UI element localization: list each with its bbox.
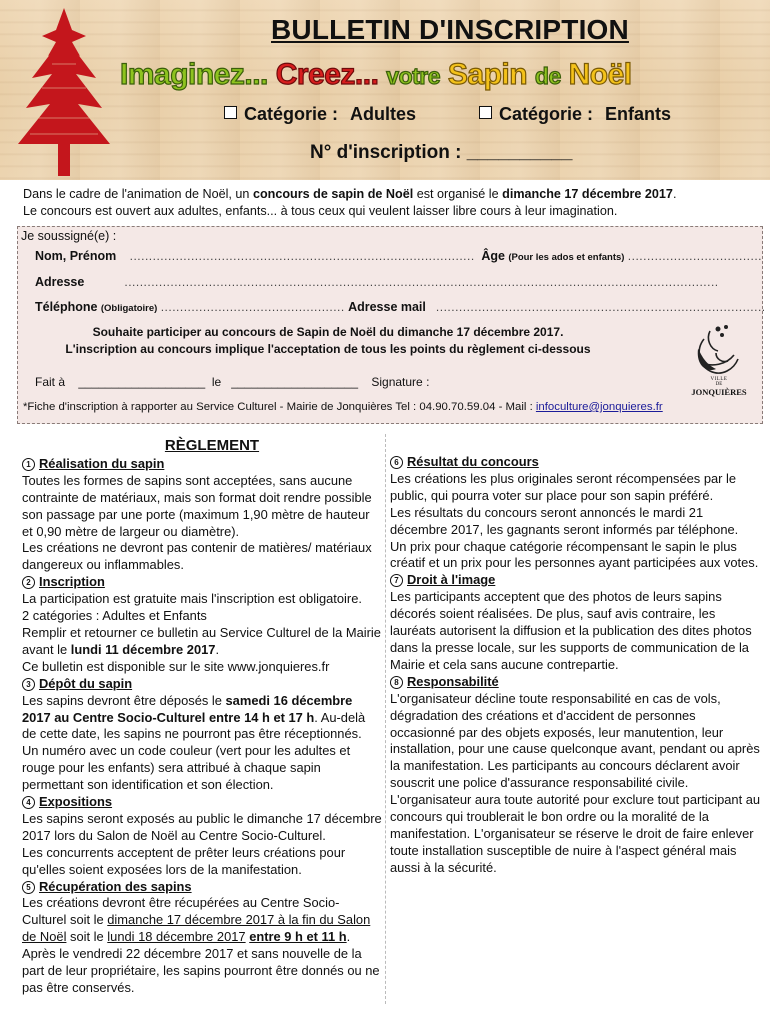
section-text: L'organisateur décline toute responsabilité en cas de vols, dégradation des créations et d'accident de personnes occasionné par des objets exposés, leur manutention, leur installation, pour une cause quelconque avant, pendant ou après la manifestation. Les participants au concours déclarent avoir souscrit une police d'assurance responsabilité civile. bbox=[390, 690, 760, 791]
christmas-tree-icon bbox=[12, 8, 116, 178]
name-field[interactable]: Nom, Prénom .......................................................................................... Âge (Pour les ados et enfants) ................................... bbox=[35, 249, 762, 263]
section-heading: 5 Récupération des sapins bbox=[22, 879, 382, 896]
slogan bbox=[120, 58, 765, 98]
intro-text: Dans le cadre de l'animation de Noël, un concours de sapin de Noël est organisé le dimanche 17 décembre 2017. Le concours est ouvert aux adultes, enfants... à tous ceux qui veulent laisser libre cours à leur imagination. bbox=[23, 187, 677, 218]
section-text: L'organisateur aura toute autorité pour exclure tout participant au concours qui troublerait le bon ordre ou la moralité de la manifestation. L'organisateur se réserve le droit de faire enlever toute installation susceptible de nuire à l'aspect général mais aussi à la sécurité. bbox=[390, 792, 761, 875]
slogan-word: Creez... bbox=[275, 58, 379, 91]
section-text: Un numéro avec un code couleur (vert pour les adultes et rouge pour les enfants) sera attribué à chaque sapin permettant son identification et son élection. bbox=[22, 743, 351, 793]
section-text: Remplir et retourner ce bulletin au Service Culturel de la Mairie avant le lundi 11 décembre 2017. bbox=[22, 624, 381, 657]
registration-form bbox=[17, 226, 766, 424]
section-text: Les concurrents acceptent de prêter leurs créations pour qu'elles soient exposées lors de la manifestation. bbox=[22, 844, 346, 877]
form-note: *Fiche d'inscription à rapporter au Service Culturel - Mairie de Jonquières Tel : 04.90.70.59.04 - Mail : infoculture@jonquieres.fr bbox=[23, 401, 663, 413]
category-adults[interactable] bbox=[224, 104, 416, 125]
section-text: Les créations devront être récupérées au Centre Socio-Culturel soit le dimanche 17 décembre 2017 à la fin du Salon de Noël soit le lundi 18 décembre 2017 entre 9 h et 11 h. Après le vendredi 22 décembre 2017 et sans nouvelle de la part de leur propriétaire, les sapins pourront être donnés ou ne pas être conservés. bbox=[22, 895, 380, 995]
header-banner bbox=[0, 0, 770, 180]
section-heading: 1 Réalisation du sapin bbox=[22, 456, 382, 473]
column-divider bbox=[385, 434, 386, 1004]
section-text: Les créations les plus originales seront récompensées par le public, qui pourra voter sur place pour son sapin préféré. bbox=[390, 470, 737, 503]
section-heading: 6 Résultat du concours bbox=[390, 454, 762, 471]
reglement-left-column bbox=[22, 438, 382, 997]
slogan-word: Imaginez... bbox=[120, 58, 268, 91]
slogan-word: Sapin bbox=[447, 58, 528, 91]
section-heading: 3 Dépôt du sapin bbox=[22, 676, 382, 693]
section-heading: 7 Droit à l'image bbox=[390, 572, 762, 589]
reglement-title: RÈGLEMENT bbox=[164, 437, 260, 454]
registration-number: N° d'inscription : __________ bbox=[310, 142, 573, 163]
section-text: Toutes les formes de sapins sont acceptées, sans aucune contrainte de matériaux, mais son format doit rendre possible son passage par une porte (maximum 1,90 mètre de hauteur et 0,90 mètre de largeur ou diamètre). bbox=[22, 472, 372, 539]
phone-mail-field[interactable]: Téléphone (Obligatoire) ................................................ Adresse mail ...................................................................................... bbox=[35, 300, 766, 314]
section-text: Les sapins seront exposés au public le dimanche 17 décembre 2017 lors du Salon de Noël au Centre Socio-Culturel. bbox=[22, 810, 382, 843]
email-link[interactable]: infoculture@jonquieres.fr bbox=[535, 401, 663, 413]
section-text: La participation est gratuite mais l'inscription est obligatoire. bbox=[22, 591, 362, 607]
category-children[interactable] bbox=[479, 104, 671, 125]
checkbox-children[interactable] bbox=[479, 106, 492, 119]
reglement-right-column bbox=[390, 454, 762, 877]
form-soussigne: Je soussigné(e) : bbox=[21, 229, 117, 243]
section-text: Les participants acceptent que des photos de leurs sapins décorés soient réalisées. De plus, sauf avis contraire, les lauréats autorisent la diffusion et la publication des dites photos dans la presse locale, sur les supports de communication de la Mairie et cela sans aucune contrepartie. bbox=[390, 589, 752, 672]
section-text: Un prix pour chaque catégorie récompensant le sapin le plus créatif et un prix pour les personnes ayant participées aux votes. bbox=[390, 538, 759, 571]
form-implique: L'inscription au concours implique l'acceptation de tous les points du règlement ci-dessous bbox=[65, 342, 591, 356]
section-text: Les résultats du concours seront annoncés le mardi 21 décembre 2017, les gagnants seront informés par téléphone. bbox=[390, 504, 739, 537]
section-heading: 2 Inscription bbox=[22, 574, 382, 591]
form-souhaite: Souhaite participer au concours de Sapin de Noël du dimanche 17 décembre 2017. bbox=[92, 325, 564, 339]
slogan-word: Noël bbox=[568, 58, 632, 91]
category-label: Catégorie : bbox=[499, 104, 594, 124]
slogan-word: votre bbox=[386, 63, 441, 89]
page-title: BULLETIN D'INSCRIPTION bbox=[271, 14, 629, 45]
section-text: Ce bulletin est disponible sur le site www.jonquieres.fr bbox=[22, 658, 330, 674]
section-text: Les créations ne devront pas contenir de matières/ matériaux dangereux ou inflammables. bbox=[22, 540, 372, 573]
section-text: 2 catégories : Adultes et Enfants bbox=[22, 608, 207, 624]
section-heading: 4 Expositions bbox=[22, 794, 382, 811]
category-adults-value: Adultes bbox=[350, 104, 417, 124]
jonquieres-logo-text: VILLE DE JONQUIÈRES bbox=[691, 377, 747, 397]
signature-line[interactable]: Fait à ___________________ le ___________________ Signature : bbox=[35, 375, 430, 389]
checkbox-adults[interactable] bbox=[224, 106, 237, 119]
slogan-word: de bbox=[534, 63, 561, 89]
section-heading: 8 Responsabilité bbox=[390, 674, 762, 691]
category-label: Catégorie : bbox=[244, 104, 339, 124]
section-text: Les sapins devront être déposés le samedi 16 décembre 2017 au Centre Socio-Culturel entre 14 h et 17 h. Au-delà de cette date, les sapins ne pourront pas être réceptionnés. bbox=[22, 692, 366, 742]
category-children-value: Enfants bbox=[605, 104, 672, 124]
address-field[interactable]: Adresse ........................................................................................................................................................... bbox=[35, 275, 719, 289]
